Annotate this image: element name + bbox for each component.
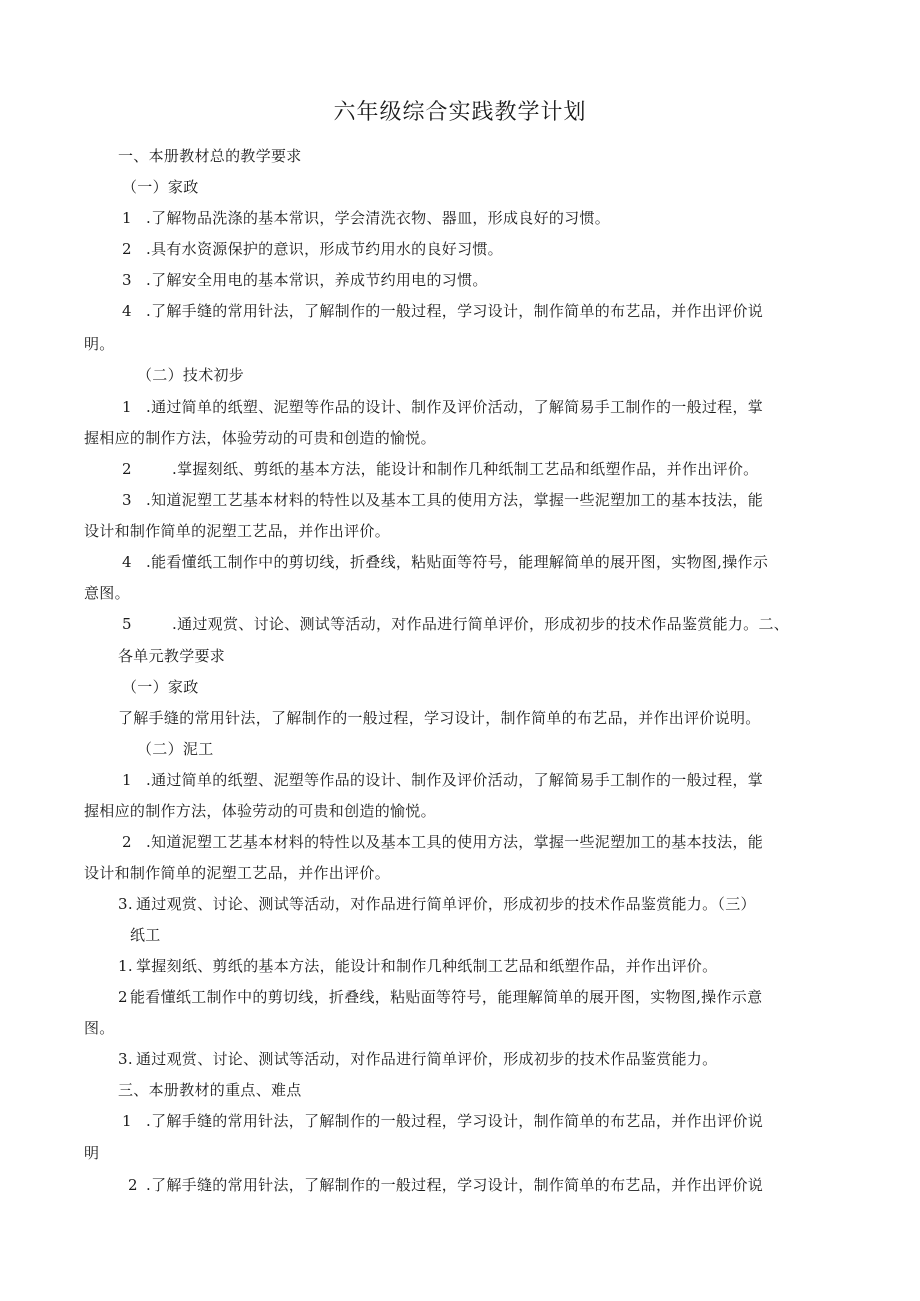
- list-item: [122, 300, 763, 322]
- list-item: [122, 551, 768, 573]
- item-text: .能看懂纸工制作中的剪切线，折叠线，粘贴面等符号，能理解简单的展开图，实物图,操作示: [146, 553, 769, 571]
- item-continuation: 设计和制作简单的泥塑工艺品，并作出评价。: [84, 522, 391, 540]
- subsection-heading: （二）泥工: [137, 740, 214, 758]
- list-item: [122, 207, 610, 229]
- subsection-heading: （一）家政: [122, 678, 199, 696]
- item-number: 3.: [118, 895, 133, 913]
- item-number: 3: [122, 271, 132, 289]
- list-item: [118, 986, 762, 1008]
- item-number: 2: [122, 833, 132, 851]
- list-item: [122, 458, 758, 480]
- item-text: 通过观赏、讨论、测试等活动，对作品进行简单评价，形成初步的技术作品鉴赏能力。（三）: [136, 895, 756, 913]
- list-item: [122, 489, 763, 511]
- item-number: 2: [118, 988, 128, 1006]
- item-text: .通过简单的纸塑、泥塑等作品的设计、制作及评价活动，了解简易手工制作的一般过程，掌: [146, 398, 764, 416]
- item-text: .具有水资源保护的意识，形成节约用水的良好习惯。: [146, 240, 503, 258]
- item-text: .了解手缝的常用针法，了解制作的一般过程，学习设计，制作简单的布艺品，并作出评价说: [146, 302, 764, 320]
- section-heading: 三、本册教材的重点、难点: [118, 1081, 302, 1099]
- subsection-heading: 纸工: [130, 926, 161, 944]
- item-number: 1: [122, 398, 132, 416]
- item-number: 2: [128, 1176, 138, 1194]
- item-number: 3.: [118, 1050, 133, 1068]
- item-number: 4: [122, 553, 132, 571]
- subsection-heading: （二）技术初步: [137, 366, 245, 384]
- item-text: .知道泥塑工艺基本材料的特性以及基本工具的使用方法，掌握一些泥塑加工的基本技法，能: [146, 833, 764, 851]
- item-text: .通过简单的纸塑、泥塑等作品的设计、制作及评价活动，了解简易手工制作的一般过程，掌: [146, 771, 764, 789]
- item-number: 1: [122, 209, 132, 227]
- list-item: [122, 238, 503, 260]
- item-number: 5: [122, 615, 132, 633]
- item-text: .知道泥塑工艺基本材料的特性以及基本工具的使用方法，掌握一些泥塑加工的基本技法，能: [146, 491, 764, 509]
- item-text: .掌握刻纸、剪纸的基本方法，能设计和制作几种纸制工艺品和纸塑作品，并作出评价。: [172, 460, 759, 478]
- item-text: .了解手缝的常用针法，了解制作的一般过程，学习设计，制作简单的布艺品，并作出评价说: [146, 1176, 764, 1194]
- page-title: 六年级综合实践教学计划: [333, 100, 587, 125]
- list-item: [118, 1048, 717, 1070]
- list-item: [122, 396, 763, 418]
- item-number: 1.: [118, 957, 133, 975]
- item-continuation: 明。: [84, 335, 115, 353]
- list-item: [118, 893, 756, 915]
- item-continuation: 握相应的制作方法，体验劳动的可贵和创造的愉悦。: [84, 802, 436, 820]
- item-number: 1: [122, 1112, 132, 1130]
- item-text: 通过观赏、讨论、测试等活动，对作品进行简单评价，形成初步的技术作品鉴赏能力。: [136, 1050, 718, 1068]
- subsection-heading: （一）家政: [122, 178, 199, 196]
- item-text: 掌握刻纸、剪纸的基本方法，能设计和制作几种纸制工艺品和纸塑作品，并作出评价。: [136, 957, 718, 975]
- list-item: [122, 613, 789, 635]
- item-continuation: 设计和制作简单的泥塑工艺品，并作出评价。: [84, 864, 391, 882]
- list-item: [122, 831, 763, 853]
- item-number: 1: [122, 771, 132, 789]
- item-number: 2: [122, 240, 132, 258]
- item-text: .通过观赏、讨论、测试等活动，对作品进行简单评价，形成初步的技术作品鉴赏能力。二、: [172, 615, 790, 633]
- list-item: [128, 1174, 763, 1196]
- item-number: 3: [122, 491, 132, 509]
- item-continuation: 各单元教学要求: [118, 647, 226, 665]
- item-text: 能看懂纸工制作中的剪切线，折叠线，粘贴面等符号，能理解简单的展开图，实物图,操作示意: [130, 988, 763, 1006]
- list-item: [122, 269, 488, 291]
- item-number: 2: [122, 460, 132, 478]
- list-item: [122, 1110, 763, 1132]
- list-item: [118, 955, 717, 977]
- item-continuation: 图。: [84, 1019, 115, 1037]
- item-text: .了解安全用电的基本常识，养成节约用电的习惯。: [146, 271, 488, 289]
- item-text: .了解手缝的常用针法，了解制作的一般过程，学习设计，制作简单的布艺品，并作出评价说: [146, 1112, 764, 1130]
- item-continuation: 握相应的制作方法，体验劳动的可贵和创造的愉悦。: [84, 429, 436, 447]
- section-heading: 一、本册教材总的教学要求: [118, 147, 302, 165]
- item-continuation: 明: [84, 1144, 100, 1162]
- item-continuation: 意图。: [84, 584, 130, 602]
- paragraph: 了解手缝的常用针法，了解制作的一般过程，学习设计，制作简单的布艺品，并作出评价说明。: [118, 709, 761, 727]
- item-text: .了解物品洗涤的基本常识，学会清洗衣物、器皿，形成良好的习惯。: [146, 209, 611, 227]
- list-item: [122, 769, 763, 791]
- item-number: 4: [122, 302, 132, 320]
